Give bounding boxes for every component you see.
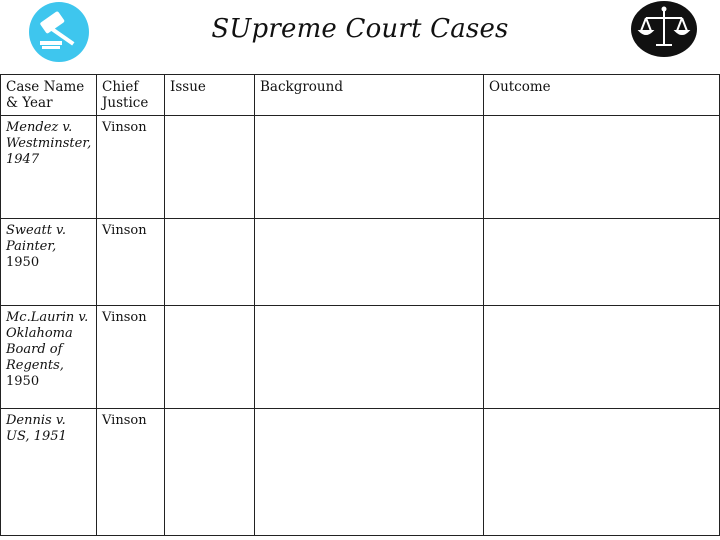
issue-cell[interactable] [165, 116, 255, 219]
case-name-cell [1, 116, 97, 219]
case-name-cell [1, 219, 97, 306]
chief-justice-cell: Vinson [97, 409, 165, 536]
column-header-background: Background [255, 75, 484, 116]
case-year: 1950 [6, 374, 40, 389]
table-row [1, 219, 720, 306]
case-year: 1951 [33, 429, 67, 444]
outcome-cell[interactable] [484, 409, 720, 536]
case-name: Sweatt v. Painter, [6, 223, 66, 254]
column-header-case-name: Case Name & Year [1, 75, 97, 116]
table-row [1, 409, 720, 536]
background-cell[interactable] [255, 306, 484, 409]
table-header-row [1, 75, 720, 116]
background-cell[interactable] [255, 116, 484, 219]
background-cell[interactable] [255, 409, 484, 536]
scales-of-justice-icon [630, 0, 698, 58]
issue-cell[interactable] [165, 219, 255, 306]
table-row [1, 306, 720, 409]
case-name: Mendez v. Westminster, [6, 120, 92, 151]
issue-cell[interactable] [165, 409, 255, 536]
outcome-cell[interactable] [484, 219, 720, 306]
column-header-outcome: Outcome [484, 75, 720, 116]
cases-table [0, 74, 720, 536]
case-name: Dennis v. US, [6, 413, 66, 444]
case-year: 1947 [6, 152, 40, 167]
chief-justice-cell: Vinson [97, 116, 165, 219]
table-row [1, 116, 720, 219]
page-title: SUpreme Court Cases [211, 14, 509, 44]
chief-justice-cell: Vinson [97, 306, 165, 409]
issue-cell[interactable] [165, 306, 255, 409]
background-cell[interactable] [255, 219, 484, 306]
column-header-chief-justice: Chief Justice [97, 75, 165, 116]
chief-justice-cell: Vinson [97, 219, 165, 306]
outcome-cell[interactable] [484, 116, 720, 219]
case-name-cell [1, 306, 97, 409]
case-name-cell [1, 409, 97, 536]
column-header-issue: Issue [165, 75, 255, 116]
case-year: 1950 [6, 255, 40, 270]
outcome-cell[interactable] [484, 306, 720, 409]
case-name: Mc.Laurin v. Oklahoma Board of Regents, [6, 310, 89, 373]
